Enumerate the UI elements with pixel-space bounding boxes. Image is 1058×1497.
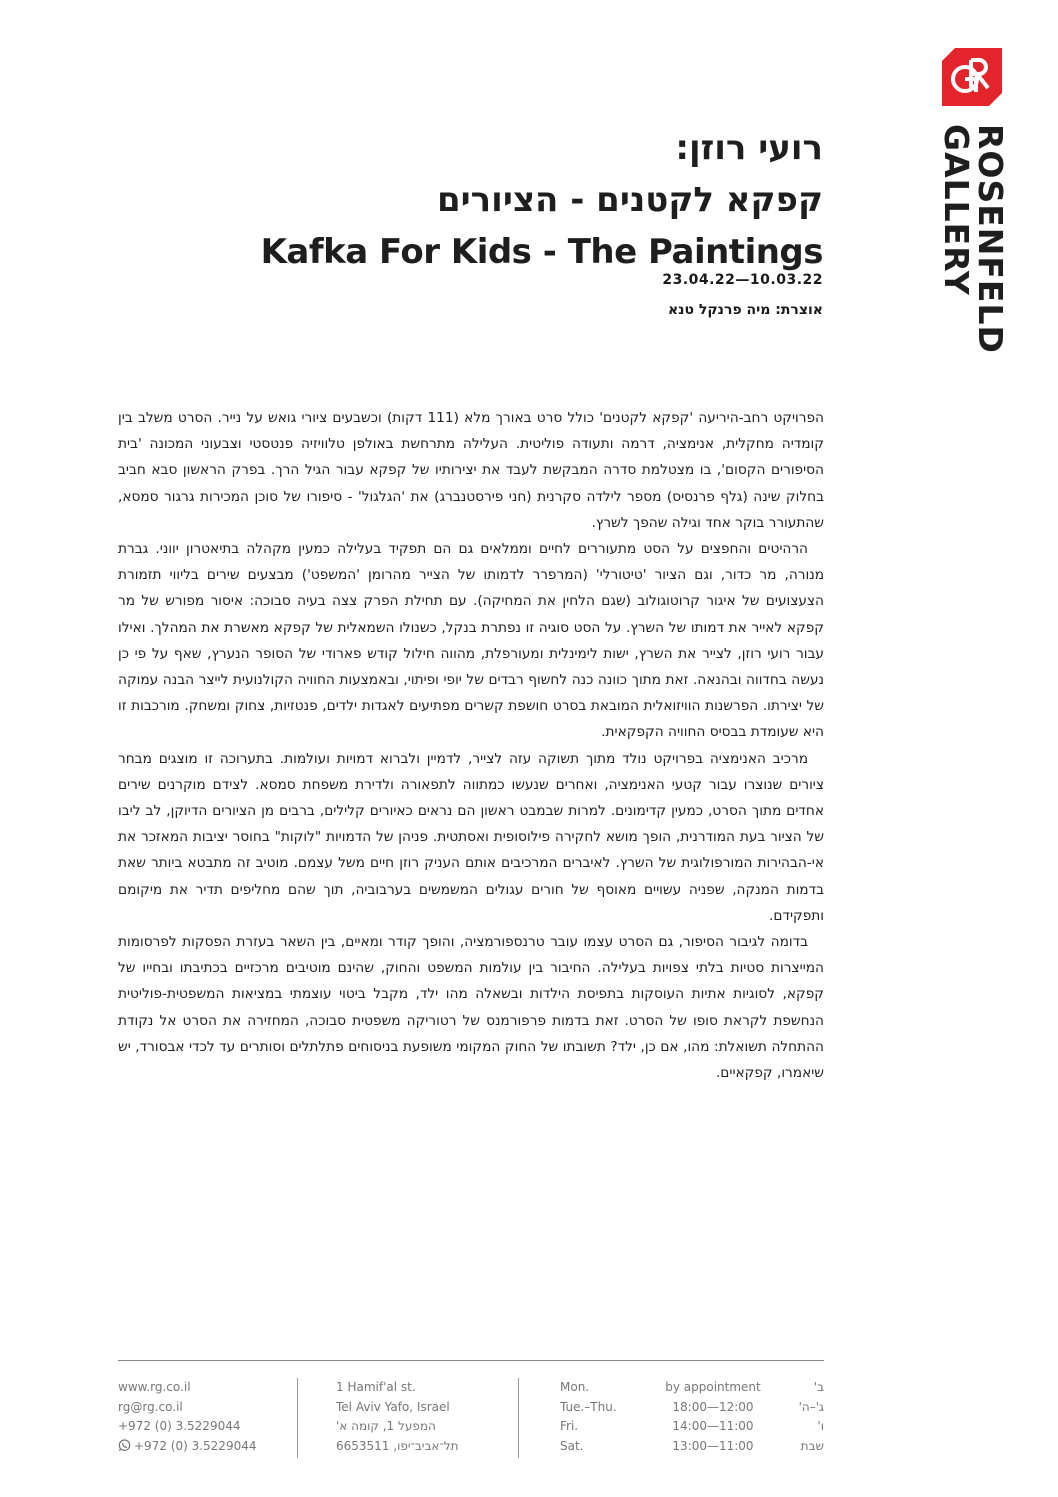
paragraph: מרכיב האנימציה בפרויקט נולד מתוך תשוקה עזה לצייר, לדמיין ולברוא דמויות ועולמות. בתערוכה זו מוצגים מבחר ציורים שנוצרו עבור קטעי האנימציה, ואחרים שנעשו כמתווה לתפאורה ולדירת משפחת סמסא. לצידם מוקרנים שירים אחדים מתוך הסרט, כמעין קדימונים. למרות שבמבט ראשון הם נראים כאיורים קלילים, ברבים מן הציורים הדיוקן, לב ליבו של הציור בעת המודרנית, הופך מושא לחקירה פילוסופית ואסתטית. פניהן של הדמויות "לוקות" בחוסר יציבות המאזכר את אי-הבהירות המורפולוגית של השרץ. לאיברים המרכיבים אותם העניק רוזן חיים משל עצמם. מוטיב זה מתבטא ביותר שאת בדמות המנקה, שפניה עשויים מאוסף של חורים עגולים המשמשים בערבוביה, תוך שהם מחליפים תדיר את מיקומם ותפקידם.: [118, 750, 824, 924]
title-hebrew-line2: קפקא לקטנים - הציורים: [437, 180, 823, 220]
address-en-line2: Tel Aviv Yafo, Israel: [336, 1399, 450, 1414]
day-en: Fri.: [560, 1419, 579, 1433]
curator-credit: אוצרת: מיה פרנקל טנא: [667, 302, 823, 318]
hours-row: [556, 1398, 824, 1418]
footer-address: [336, 1378, 458, 1456]
hours-time: 13:00—11:00: [672, 1438, 754, 1453]
rg-logo-icon: [942, 48, 1002, 106]
paragraph: בדומה לגיבור הסיפור, גם הסרט עצמו עובר טרנספורמציה, והופך קודר ומאיים, בין השאר בעזרת הפסקות לפרסומות המייצרות סטיות בלתי צפויות בעלילה. החיבור בין עולמות המשפט והחוק, שהינם מוטיבים מרכזיים בכתיבתו ובחייו של קפקא, לסוגיות אתיות העוסקות בתפיסת הילדות ובשאלה מהו ילד, מקבל ביטוי עוצמתי במציאות המשפטית-פוליטית הנחשפת לקראת סופו של הסרט. זאת בדמות פרפורמנס של רטוריקה משפטית סבוכה, המחזירה את הסרט אל נקודת ההתחלה תשואלת: מהו, אם כן, ילד? תשובתו של החוק המקומי משופעת בניסוחים פתלתלים וסותרים עד לכדי אבסורד, יש שיאמרו, קפקאיים.: [118, 934, 824, 1082]
footer-separator: [297, 1378, 298, 1458]
brand-name-line2: GALLERY: [937, 124, 976, 296]
day-en: Mon.: [560, 1380, 590, 1394]
address-he-line1: המפעל 1, קומה א': [336, 1419, 436, 1433]
day-he: שבת: [800, 1438, 824, 1453]
phone-number[interactable]: +972 (0) 3.5229044: [118, 1419, 241, 1433]
brand-name-line1: ROSENFELD: [971, 124, 1010, 354]
whatsapp-icon: [118, 1439, 131, 1452]
opening-hours: [556, 1378, 824, 1456]
whatsapp-number[interactable]: [118, 1437, 256, 1457]
website-link[interactable]: www.rg.co.il: [118, 1380, 191, 1394]
whatsapp-text: +972 (0) 3.5229044: [134, 1438, 257, 1453]
day-he: ו': [817, 1419, 824, 1433]
exhibition-dates: 23.04.22—10.03.22: [662, 272, 823, 288]
paragraph: הפרויקט רחב-היריעה 'קפקא לקטנים' כולל סרט באורך מלא (111 דקות) וכשבעים ציורי גואש על נייר. הסרט משלב בין קומדיה מחקלית, אנימציה, דרמה ותעודה פוליטית. העלילה מתרחשת באולפן טלוויזיה פנטסטי וצבעוני המכונה 'בית הסיפורים הקסום', בו מצטלמת סדרה המבקשת לעבד את יצירותיו של קפקא עבור הגיל הרך. בפרק הראשון סבא חביב בחלוק שינה (גלף פרנסיס) מספר לילדה סקרנית (חני פירסטנברג) את 'הגלגול' - סיפורו של סוכן המכירות גרגור סמסא, שהתעורר בוקר אחד וגילה שהפך לשרץ.: [118, 410, 824, 531]
day-he: ג'–ה': [798, 1399, 824, 1414]
hours-time: 18:00—12:00: [672, 1399, 754, 1414]
footer-contact: [118, 1378, 256, 1456]
day-en: Sat.: [560, 1438, 584, 1453]
body-text: [118, 405, 824, 1086]
hours-row: [556, 1417, 824, 1437]
footer-divider: [118, 1360, 824, 1361]
hours-time: 14:00—11:00: [672, 1419, 754, 1433]
hours-row: [556, 1437, 824, 1457]
exhibition-title: [261, 122, 823, 278]
email-link[interactable]: rg@rg.co.il: [118, 1399, 183, 1414]
address-en-line1: 1 Hamif'al st.: [336, 1380, 416, 1394]
paragraph: הרהיטים והחפצים על הסט מתעוררים לחיים וממלאים גם הם תפקיד בעלילה כמעין מקהלה בתיאטרון יווני. גברת מנורה, מר כדור, וגם הציור 'טיטורלי' (המרפרר לדמותו של הצייר מהרומן 'המשפט') מבצעים שירים בליווי תזמורת הצעצועים של איגור קרוטוגולוב (שגם הלחין את המחיקה). עם תחילת הפרק צצה בעיה סבוכה: איסור מפורש של מר קפקא לאייר את דמותו של השרץ. על הסט סוגיה זו נפתרת בנקל, כשנולו השמאלית של קפקא מאשרת את המהלך. ואילו עבור רועי רוזן, לצייר את השרץ, ישות לימינלית ומעורפלת, מהווה חילול קודש פארודי של הסופר הנערץ, שאף על פי כן נעשה בחדווה ובהנאה. זאת מתוך כוונה כנה לחשוף רבדים של יופי ופיתוי, ובאמצעות החוויה הקולנועית לייצר הבנה עמוקה של יצירתו. הפרשנות הוויזואלית המובאת בסרט חושפת קשרים מפתיעים לאגדות ילדים, פנטזיות, צחוק ומשחק. מורכבות זו היא שעומדת בבסיס החוויה הקפקאית.: [118, 541, 824, 741]
day-en: Tue.–Thu.: [560, 1399, 617, 1414]
brand-wordmark: [935, 124, 1010, 354]
hours-time: by appointment: [665, 1380, 761, 1394]
address-he-line2: תל־אביב־יפו, 6653511: [336, 1438, 459, 1453]
footer-separator: [518, 1378, 519, 1458]
title-hebrew-line1: רועי רוזן:: [675, 128, 823, 168]
title-english: Kafka For Kids - The Paintings: [260, 232, 823, 272]
day-he: ב': [813, 1380, 824, 1394]
hours-row: [556, 1378, 824, 1398]
